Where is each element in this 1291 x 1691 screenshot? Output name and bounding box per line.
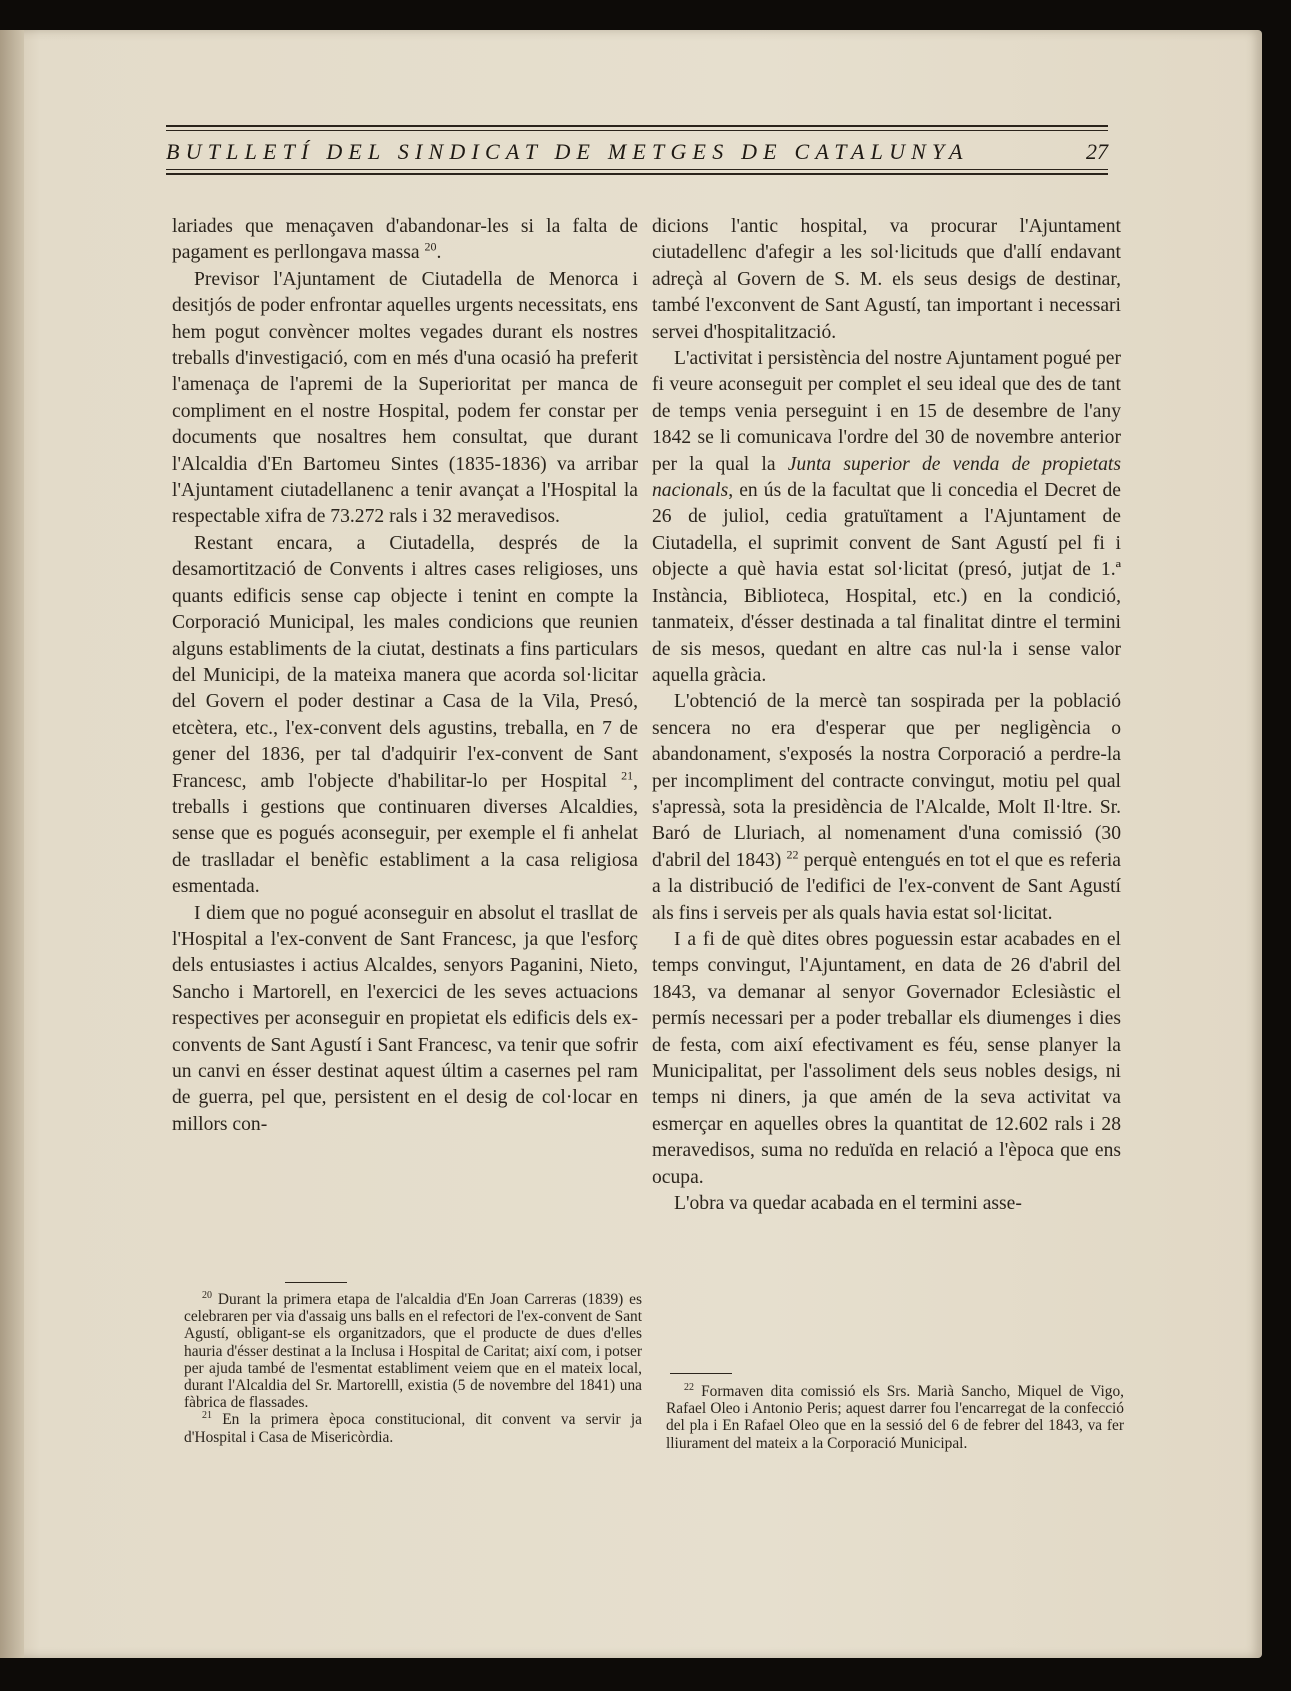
paragraph: I diem que no pogué aconseguir en absolut el trasllat de l'Hospital a l'ex-convent de Sant Francesc, ja que l'esforç dels entusiastes i actius Alcaldes, senyors Paganini, Nieto, Sancho i Martorell, en l'exercici de les seves actuacions respectives per aconseguir en propietat els edificis dels ex-convents de Sant Agustí i Sant Francesc, va tenir que sofrir un canvi en ésser destinat aquest últim a casernes pel ram de guerra, pel que, persistent en el desig de col·locar en millors con- xyxy=(172,902,638,1135)
paragraph: dicions l'antic hospital, va procurar l'Ajuntament ciutadellenc d'afegir a les sol·licituds que d'allí endavant adreçà al Govern de S. M. els seus desigs de destinar, també l'exconvent de Sant Agustí, tan important i necessari servei d'hospitalització. xyxy=(652,216,1121,343)
header-rule-top xyxy=(166,125,1108,127)
running-header xyxy=(166,96,1108,186)
header-rule-bottom xyxy=(166,173,1108,175)
paragraph xyxy=(172,214,638,267)
page-number: 27 xyxy=(1086,139,1108,164)
footnote-text: Formaven dita comissió els Srs. Marià Sancho, Miquel de Vigo, Rafael Oleo i Antonio Peris; aquest darrer fou l'encarregat de la confecció del pla i En Rafael Oleo que en la sessió del 6 de febrer del 1843, va fer lliurament del mateix a la Corporació Municipal. xyxy=(666,1383,1124,1452)
paragraph xyxy=(172,531,638,901)
paragraph-text: , treballs i gestions que continuaren diverses Alcaldies, sense que es pogués aconseguir, per exemple el fi anhelat de traslladar el benèfic establiment a la casa religiosa esmentada. xyxy=(172,770,638,898)
paragraph-text: , en ús de la facultat que li concedia el Decret de 26 de juliol, cedia gratuïtament a l'Ajuntament de Ciutadella, el suprimit convent de Sant Agustí pel fi i objecte a què havia estat sol·licitat (presó, jutjat de 1.ª Instància, Biblioteca, Hospital, etc.) en la condició, tanmateix, d'ésser destinada a tal finalitat dintre el termini de sis mesos, quedant en altre cas nul·la i sense valor aquella gràcia. xyxy=(652,480,1121,686)
header-rule-top-thin xyxy=(166,130,1108,131)
footnote-ref-21: 21 xyxy=(621,768,634,782)
paragraph: Previsor l'Ajuntament de Ciutadella de Menorca i desitjós de poder enfrontar aquelles urgents necessitats, ens hem pogut convèncer moltes vegades durant els nostres treballs d'investigació, com en més d'una ocasió ha preferit l'amenaça de l'apremi de la Superioritat per manca de compliment en el nostre Hospital, podem fer constar per documents que nosaltres hem consultat, que durant l'Alcaldia d'En Bartomeu Sintes (1835-1836) va arribar l'Ajuntament ciutadellanenc a tenir avançat a l'Hospital la respectable xifra de 73.272 rals i 32 meravedisos. xyxy=(172,268,638,528)
paragraph: L'obra va quedar acabada en el termini asse- xyxy=(674,1193,1022,1215)
footnote-divider xyxy=(670,1373,732,1374)
paragraph xyxy=(652,689,1121,927)
header-rule-bottom-thin xyxy=(166,169,1108,170)
footnote-number: 20 xyxy=(202,1289,212,1301)
paragraph xyxy=(652,346,1121,689)
footnote-text: Durant la primera etapa de l'alcaldia d'En Joan Carreras (1839) es celebraren per via d'assaig uns balls en el refectori de l'ex-convent de Sant Agustí, obligant-se els organitzadors, que el producte de dues d'elles hauria d'ésser destinat a la Inclusa i Hospital de Caritat; així com, i potser per ajuda també de l'esmentat establiment veiem que en el mateix local, durant l'Alcaldia del Sr. Martorelll, existia (5 de novembre del 1841) una fàbrica de flassades. xyxy=(184,1291,642,1412)
paragraph-text: L'activitat i persistència del nostre Ajuntament pogué per fi veure aconseguit per complet el seu ideal que des de tant de temps venia perseguint i en 15 de desembre de l'any 1842 se li comunicava l'ordre del 30 de novembre anterior per la qual la xyxy=(652,348,1121,475)
paragraph-text: perquè entengués en tot el que es referia a la distribució de l'edifici de l'ex-convent de Sant Agustí als fins i serveis per als quals havia estat sol·licitat. xyxy=(652,849,1121,924)
journal-title: BUTLLETÍ DEL SINDICAT DE METGES DE CATALUNYA xyxy=(166,139,969,164)
paragraph-text: lariades que menaçaven d'abandonar-les si la falta de pagament es perllongava massa xyxy=(172,216,638,264)
paragraph-end: . xyxy=(436,242,442,264)
footnote-21 xyxy=(184,1411,642,1445)
paragraph: I a fi de què dites obres poguessin estar acabades en el temps convingut, l'Ajuntament, en data de 26 d'abril del 1843, va demanar al senyor Governador Eclesiàstic el permís necessari per a poder treballar els diumenges i dies de festa, com així efectivament es féu, sense planyer la Municipalitat, per l'assoliment dels seus nobles desigs, ni temps ni diners, ja que amén de la seva activitat va esmerçar en aquelles obres la quantitat de 12.602 rals i 28 meravedisos, suma no reduïda en relació a l'època que ens ocupa. xyxy=(652,928,1121,1188)
footnote-ref-20: 20 xyxy=(424,239,437,254)
left-footnotes xyxy=(184,1291,642,1446)
footnote-22 xyxy=(666,1383,1124,1452)
footnote-divider xyxy=(285,1282,347,1283)
footnote-number: 21 xyxy=(202,1410,212,1422)
paragraph-text: L'obtenció de la mercè tan sospirada per la població sencera no era d'esperar que per negligència o abandonament, s'exposés la nostra Corporació a perdre-la per incompliment del contracte convingut, motiu pel qual s'apressà, sota la presidència de l'Alcalde, Molt Il·ltre. Sr. Baró de Lluriach, al nomenament d'una comissió (30 d'abril del 1843) xyxy=(652,691,1121,871)
footnote-text: En la primera època constitucional, dit convent va servir ja d'Hospital i Casa de Misericòrdia. xyxy=(184,1411,642,1446)
left-text-column xyxy=(172,214,638,1138)
footnote-number: 22 xyxy=(684,1381,694,1393)
paragraph-text: Restant encara, a Ciutadella, després de la desamortització de Convents i altres cases religioses, uns quants edificis sense cap objecte i tenint en compte la Corporació Municipal, les males condicions que reunien alguns establiments de la ciutat, destinats a fins particulars del Municipi, de la mateixa manera que acorda sol·licitar del Govern el poder destinar a Casa de la Vila, Presó, etcètera, etc., l'ex-convent dels agustins, treballa, en 7 de gener del 1836, per tal d'adquirir l'ex-convent de Sant Francesc, amb l'objecte d'habilitar-lo per Hospital xyxy=(172,532,638,792)
footnote-ref-22: 22 xyxy=(786,847,799,862)
page-gutter xyxy=(0,30,24,1658)
footnote-20 xyxy=(184,1291,642,1411)
right-text-column xyxy=(652,214,1121,1217)
italic-institution-name: Junta superior de venda de propietats nacionals xyxy=(652,453,1121,502)
right-footnotes xyxy=(666,1383,1124,1452)
